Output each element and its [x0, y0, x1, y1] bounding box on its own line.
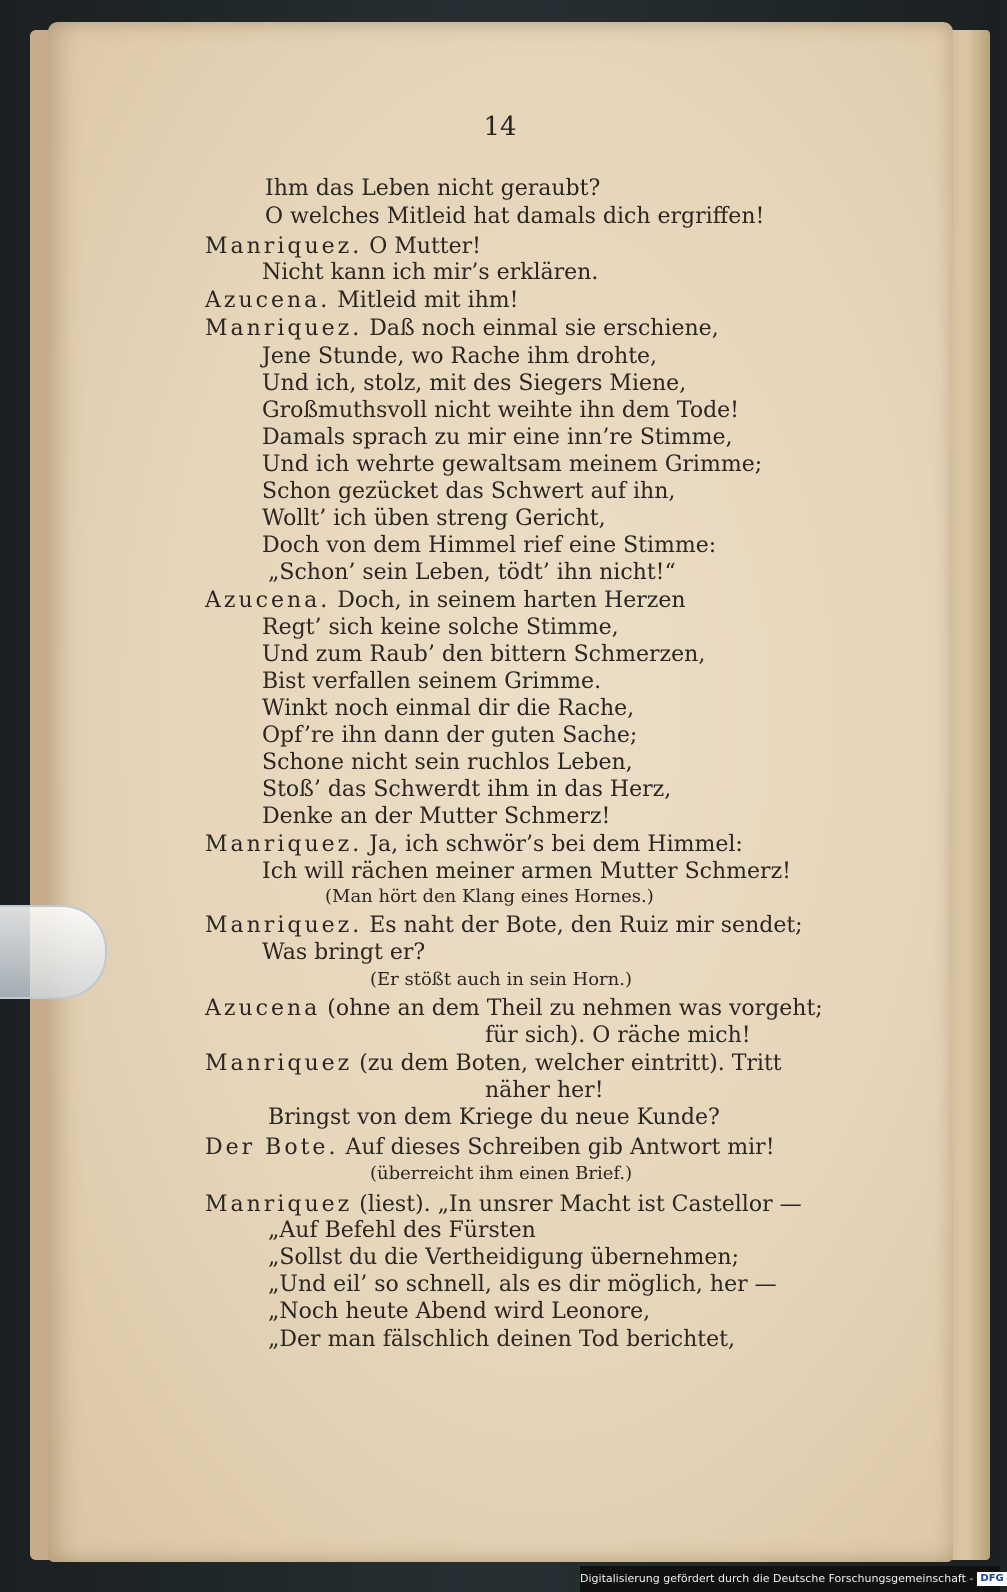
line-text: Bist verfallen seinem Grimme.	[262, 669, 602, 694]
speaker-name: Manriquez	[205, 1051, 353, 1076]
text-line	[262, 615, 619, 641]
line-text: Ja, ich schwör’s bei dem Himmel:	[369, 832, 743, 857]
text-line	[262, 371, 686, 397]
line-text: „Der man fälschlich deinen Tod berichtet,	[268, 1327, 735, 1352]
line-text: (überreicht ihm einen Brief.)	[370, 1163, 633, 1184]
text-line	[262, 344, 657, 370]
line-text: „Sollst du die Vertheidigung übernehmen;	[268, 1245, 739, 1270]
text-line	[268, 1105, 720, 1131]
text-line	[205, 316, 719, 342]
text-line	[262, 804, 610, 830]
line-text: Und ich, stolz, mit des Siegers Miene,	[262, 371, 687, 396]
page-number: 14	[483, 112, 517, 142]
line-text: Und ich wehrte gewaltsam meinem Grimme;	[262, 452, 763, 477]
text-line	[262, 398, 739, 424]
speaker-name: Manriquez.	[205, 234, 363, 259]
text-line	[268, 1272, 777, 1298]
text-line	[265, 176, 600, 202]
text-line	[205, 1135, 775, 1161]
line-text: Und zum Raub’ den bittern Schmerzen,	[262, 642, 706, 667]
line-text: (Man hört den Klang eines Hornes.)	[325, 886, 654, 907]
speaker-name: Manriquez	[205, 1192, 353, 1217]
text-line	[485, 1023, 751, 1049]
line-text: Ihm das Leben nicht geraubt?	[265, 176, 601, 201]
speaker-name: Azucena.	[205, 288, 331, 313]
text-line	[325, 884, 654, 910]
speaker-name: Azucena.	[205, 588, 331, 613]
line-text: Winkt noch einmal dir die Rache,	[262, 696, 635, 721]
text-line	[262, 669, 601, 695]
text-line	[205, 288, 519, 314]
line-text: O welches Mitleid hat damals dich ergriffen!	[265, 204, 765, 229]
text-line	[262, 859, 791, 885]
text-line	[262, 750, 633, 776]
text-line	[205, 1192, 802, 1218]
line-text: Es naht der Bote, den Ruiz mir sendet;	[369, 913, 803, 938]
line-text: Denke an der Mutter Schmerz!	[262, 804, 611, 829]
text-line	[268, 1245, 739, 1271]
line-text: (zu dem Boten, welcher eintritt). Tritt	[359, 1051, 782, 1076]
digitization-credit	[580, 1566, 1004, 1592]
line-text: „Auf Befehl des Fürsten	[268, 1218, 536, 1243]
text-line	[485, 1078, 604, 1104]
text-line	[262, 479, 675, 505]
line-text: Regt’ sich keine solche Stimme,	[262, 615, 619, 640]
line-text: Ich will rächen meiner armen Mutter Schmerz!	[262, 859, 791, 884]
speaker-name: Der Bote.	[205, 1135, 339, 1160]
text-line	[262, 452, 762, 478]
line-text: Bringst von dem Kriege du neue Kunde?	[268, 1105, 720, 1130]
text-line	[205, 913, 803, 939]
line-text: Mitleid mit ihm!	[337, 288, 519, 313]
text-line	[268, 1299, 650, 1325]
text-line	[205, 1051, 782, 1077]
speaker-name: Manriquez.	[205, 913, 363, 938]
line-text: Schone nicht sein ruchlos Leben,	[262, 750, 633, 775]
line-text: Was bringt er?	[262, 940, 426, 965]
text-line	[265, 204, 764, 230]
line-text: Stoß’ das Schwerdt ihm in das Herz,	[262, 777, 672, 802]
line-text: „Schon’ sein Leben, tödt’ ihn nicht!“	[268, 560, 676, 585]
text-line	[262, 260, 598, 286]
credit-text: Digitalisierung gefördert durch die Deutsche Forschungsgemeinschaft -	[580, 1572, 974, 1585]
text-line	[205, 588, 686, 614]
line-text: für sich). O räche mich!	[485, 1023, 751, 1048]
text-line	[262, 723, 637, 749]
line-text: Wollt’ ich üben streng Gericht,	[262, 506, 606, 531]
text-line	[262, 940, 425, 966]
line-text: näher her!	[485, 1078, 604, 1103]
line-text: O Mutter!	[369, 234, 482, 259]
text-line	[205, 832, 743, 858]
line-text: Großmuthsvoll nicht weihte ihn dem Tode!	[262, 398, 740, 423]
dfg-logo: DFG	[977, 1572, 1006, 1586]
line-text: Doch, in seinem harten Herzen	[337, 588, 686, 613]
line-text: (ohne an dem Theil zu nehmen was vorgeht;	[327, 996, 823, 1021]
line-text: „Und eil’ so schnell, als es dir möglich, her —	[268, 1272, 777, 1297]
line-text: Auf dieses Schreiben gib Antwort mir!	[345, 1135, 775, 1160]
text-line	[370, 1161, 632, 1187]
line-text: (liest). „In unsrer Macht ist Castellor —	[359, 1192, 802, 1217]
line-text: (Er stößt auch in sein Horn.)	[370, 969, 633, 990]
speaker-name: Manriquez.	[205, 832, 363, 857]
line-text: Nicht kann ich mir’s erklären.	[262, 260, 599, 285]
text-line	[262, 696, 634, 722]
line-text: „Noch heute Abend wird Leonore,	[268, 1299, 651, 1324]
text-line	[268, 1327, 735, 1353]
speaker-name: Azucena	[205, 996, 321, 1021]
line-text: Jene Stunde, wo Rache ihm drohte,	[262, 344, 658, 369]
text-line	[268, 1218, 536, 1244]
text-line	[262, 533, 716, 559]
line-text: Opf’re ihn dann der guten Sache;	[262, 723, 638, 748]
line-text: Damals sprach zu mir eine inn’re Stimme,	[262, 425, 733, 450]
speaker-name: Manriquez.	[205, 316, 363, 341]
text-line	[370, 967, 632, 993]
text-line	[262, 777, 671, 803]
text-line	[262, 506, 606, 532]
line-text: Doch von dem Himmel rief eine Stimme:	[262, 533, 717, 558]
text-line	[262, 642, 705, 668]
text-line	[205, 234, 481, 260]
text-line	[268, 560, 676, 586]
line-text: Daß noch einmal sie erschiene,	[369, 316, 719, 341]
text-line	[205, 996, 823, 1022]
text-line	[262, 425, 733, 451]
line-text: Schon gezücket das Schwert auf ihn,	[262, 479, 676, 504]
